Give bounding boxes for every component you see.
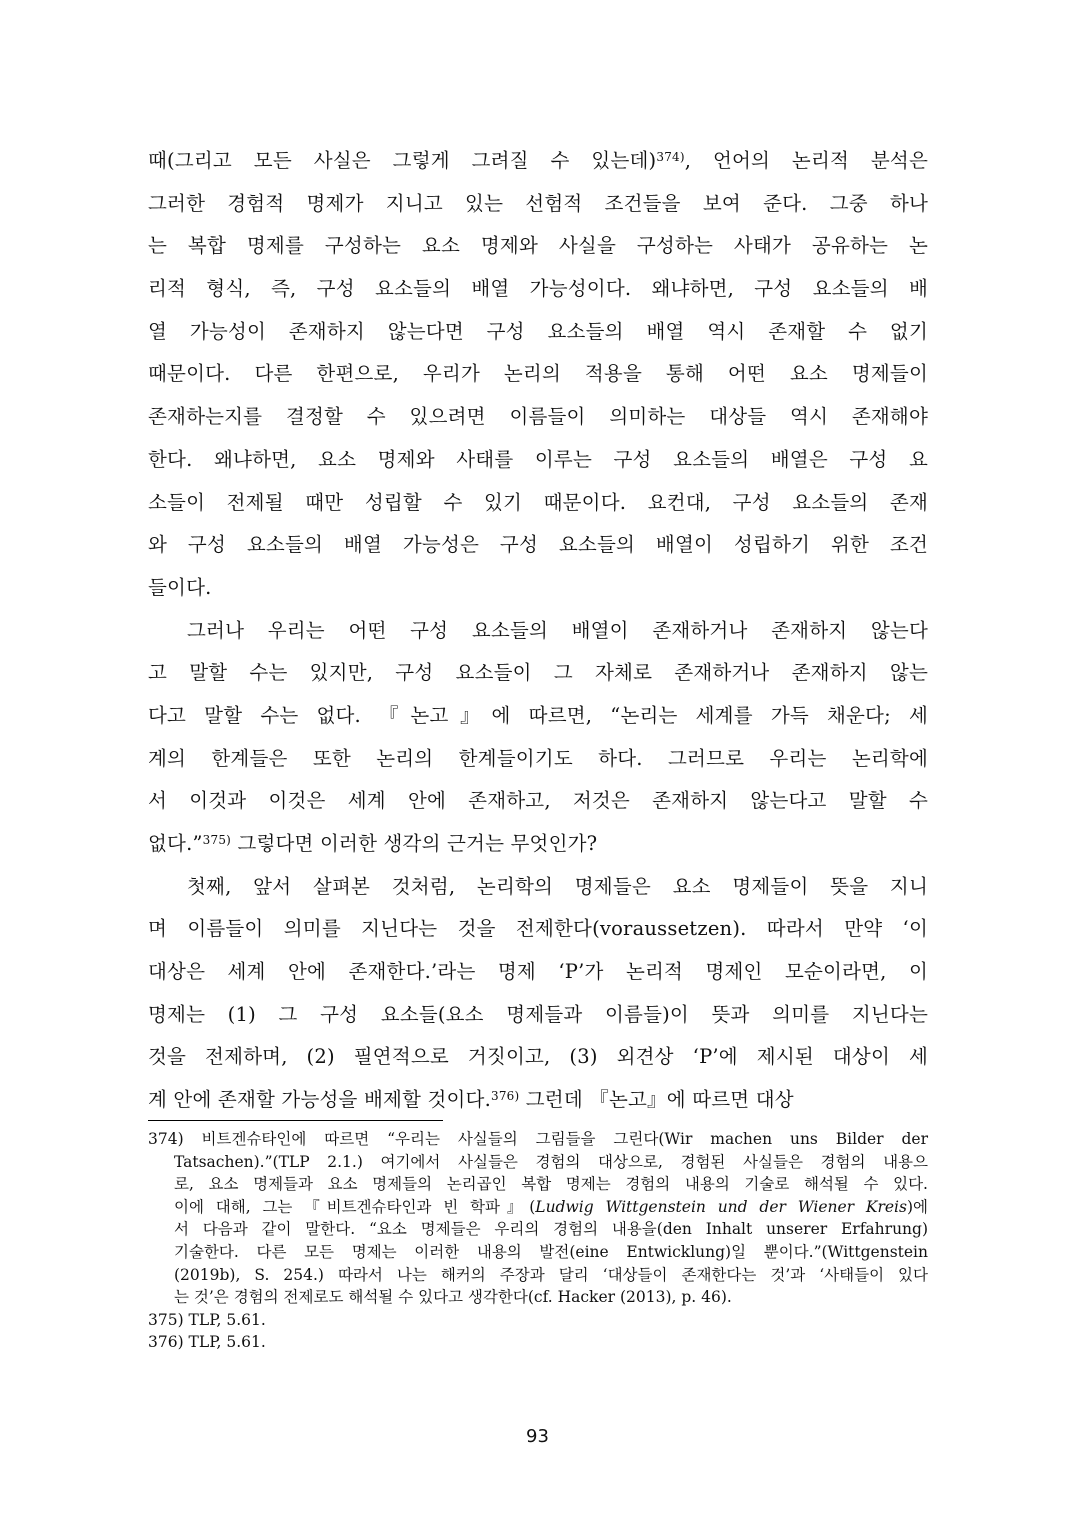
- footnote-reference: 374): [656, 150, 685, 164]
- paragraph-line: [148, 183, 928, 226]
- text-segment: 대상은 세계 안에 존재한다.’라는 명제 ‘P’가 논리적 명제인 모순이라면, 이: [148, 960, 928, 984]
- body-text: [148, 140, 928, 1122]
- footnote-line: 375) TLP, 5.61.: [148, 1310, 266, 1329]
- text-segment: 와 구성 요소들의 배열 가능성은 구성 요소들의 배열이 성립하기 위한 조건: [148, 533, 928, 557]
- text-segment: 명제는 (1) 그 구성 요소들(요소 명제들과 이름들)이 뜻과 의미를 지닌다는: [148, 1002, 928, 1026]
- text-segment: 때문이다. 다른 한편으로, 우리가 논리의 적용을 통해 어떤 요소 명제들이: [148, 362, 928, 386]
- paragraph-line: [148, 738, 928, 781]
- footnote-reference: 376): [490, 1089, 520, 1104]
- text-segment: , 언어의 논리적 분석은: [684, 149, 928, 172]
- paragraph-line: [148, 908, 928, 951]
- text-segment: 그렇다면 이러한 생각의 근거는 무엇인가?: [231, 832, 598, 855]
- paragraph-line: [148, 439, 928, 482]
- text-segment: 다고 말할 수는 없다. 『논고』에 따르면, “논리는 세계를 가득 채운다; 세: [148, 703, 928, 727]
- footnote-line: 서 다음과 같이 말한다. “요소 명제들은 우리의 경험의 내용을(den Inhalt unserer Erfahrung): [174, 1220, 928, 1239]
- text-segment: 며 이름들이 의미를 지닌다는 것을 전제한다(voraussetzen). 따라서 만약 ‘이: [148, 917, 928, 941]
- text-segment: 것을 전제하며, (2) 필연적으로 거짓이고, (3) 외견상 ‘P’에 제시된 대상이 세: [148, 1045, 928, 1069]
- text-segment: 그러나 우리는 어떤 구성 요소들의 배열이 존재하거나 존재하지 않는다: [187, 618, 928, 642]
- footnote-line: 로, 요소 명제들과 요소 명제들의 논리곱인 복합 명제는 경험의 내용의 기술로 해석될 수 있다.: [174, 1175, 928, 1194]
- text-segment: 계의 한계들은 또한 논리의 한계들이기도 하다. 그러므로 우리는 논리학에: [148, 746, 928, 770]
- footnotes: [148, 1128, 928, 1354]
- footnote-line: 는 것’은 경험의 전제로도 해석될 수 있다고 생각한다(cf. Hacker (2013), p. 46).: [174, 1288, 732, 1307]
- text-segment: 그러한 경험적 명제가 지니고 있는 선험적 조건들을 보여 준다. 그중 하나: [148, 191, 928, 215]
- paragraph-line: [148, 866, 928, 909]
- paragraph-line: [148, 482, 928, 525]
- paragraph-line: [148, 695, 928, 738]
- text-segment: 는 복합 명제를 구성하는 요소 명제와 사실을 구성하는 사태가 공유하는 논: [148, 234, 928, 258]
- paragraph-line: [148, 567, 928, 610]
- paragraph-line: [148, 1036, 928, 1079]
- text-segment: 첫째, 앞서 살펴본 것처럼, 논리학의 명제들은 요소 명제들이 뜻을 지니: [187, 874, 928, 898]
- footnote-line: 376) TLP, 5.61.: [148, 1333, 266, 1352]
- paragraph-line: [148, 353, 928, 396]
- text-segment: 없다.”: [148, 832, 203, 855]
- text-segment: 열 가능성이 존재하지 않는다면 구성 요소들의 배열 역시 존재할 수 없기: [148, 319, 928, 343]
- text-segment: 계 안에 존재할 가능성을 배제할 것이다.: [148, 1088, 491, 1112]
- paragraph-line: [148, 524, 928, 567]
- paragraph-line: [148, 268, 928, 311]
- paragraph-line: [148, 225, 928, 268]
- text-segment: 존재하는지를 결정할 수 있으려면 이름들이 의미하는 대상들 역시 존재해야: [148, 405, 928, 429]
- footnote-separator: [148, 1120, 443, 1121]
- footnote-reference: 375): [202, 833, 232, 847]
- text-segment: 리적 형식, 즉, 구성 요소들의 배열 가능성이다. 왜냐하면, 구성 요소들의 배: [148, 277, 928, 301]
- paragraph-line: [148, 1079, 928, 1122]
- paragraph-line: [148, 610, 928, 653]
- paragraph-line: [148, 396, 928, 439]
- footnote-line: (2019b), S. 254.) 따라서 나는 해커의 주장과 달리 ‘대상들이 존재한다는 것’과 ‘사태들이 있다: [174, 1265, 928, 1284]
- footnote-line: 374) 비트겐슈타인에 따르면 “우리는 사실들의 그림들을 그린다(Wir machen uns Bilder der: [148, 1130, 928, 1148]
- footnote-line: 기술한다. 다른 모든 명제는 이러한 내용의 발전(eine Entwicklung)일 뿐이다.”(Wittgenstein: [174, 1242, 928, 1261]
- paragraph-line: [148, 311, 928, 354]
- paragraph-line: [148, 780, 928, 823]
- text-segment: 들이다.: [148, 575, 212, 599]
- footnote-line: 이에 대해, 그는 『비트겐슈타인과 빈 학파』(Ludwig Wittgenstein und der Wiener Kreis)에: [174, 1197, 928, 1216]
- text-segment: 한다. 왜냐하면, 요소 명제와 사태를 이루는 구성 요소들의 배열은 구성 요: [148, 447, 928, 471]
- text-segment: 서 이것과 이것은 세계 안에 존재하고, 저것은 존재하지 않는다고 말할 수: [148, 789, 928, 813]
- footnote-line: Tatsachen).”(TLP 2.1.) 여기에서 사실들은 경험의 대상으로, 경험된 사실들은 경험의 내용으: [174, 1152, 928, 1171]
- page-number: 93: [526, 1426, 549, 1447]
- text-segment: 소들이 전제될 때만 성립할 수 있기 때문이다. 요컨대, 구성 요소들의 존재: [148, 490, 928, 514]
- paragraph-line: [148, 140, 928, 183]
- paragraph-line: [148, 951, 928, 994]
- text-segment: 그런데 『논고』에 따르면 대상: [519, 1088, 794, 1112]
- text-segment: 때(그리고 모든 사실은 그렇게 그려질 수 있는데): [148, 149, 657, 172]
- paragraph-line: [148, 823, 928, 866]
- text-segment: 고 말할 수는 있지만, 구성 요소들이 그 자체로 존재하거나 존재하지 않는: [148, 661, 928, 685]
- paragraph-line: [148, 652, 928, 695]
- paragraph-line: [148, 994, 928, 1037]
